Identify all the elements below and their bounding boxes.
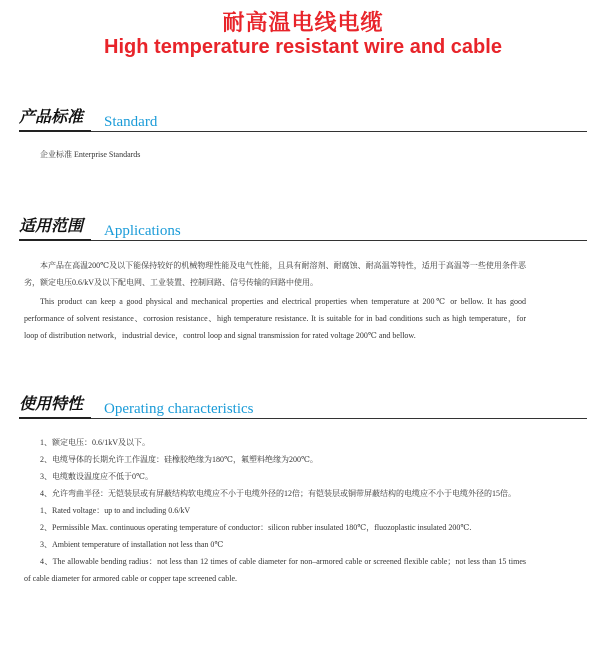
applications-heading-cn: 适用范围 <box>19 216 84 235</box>
operating-item-cn: 4、允许弯曲半径：无铠装层或有屏蔽结构软电缆应不小于电缆外径的12倍；有铠装层或铜带屏蔽结构的电缆应不小于电缆外径的15倍。 <box>40 489 516 498</box>
heading-rule-thin <box>91 240 587 241</box>
operating-item-cn: 2、电缆导体的长期允许工作温度：硅橡胶绝缘为180℃，氟塑料绝缘为200℃。 <box>40 455 318 464</box>
operating-heading-en: Operating characteristics <box>104 401 254 417</box>
operating-item-en: 1、Rated voltage：up to and including 0.6/kV <box>40 506 191 515</box>
page-title-english: High temperature resistant wire and cable <box>104 36 502 58</box>
applications-heading-en: Applications <box>104 223 181 239</box>
standard-paragraph: 企业标准 Enterprise Standards <box>40 150 141 159</box>
applications-paragraph-en: This product can keep a good physical and mechanical properties and electrical properties when temperature at 200℃ or bellow. It has good performance of solvent resistance、corrosion resistance、high temperature resistance. It is suitable for in bad conditions such as high temperature，for loop of distribution network，industrial device，control loop and signal transmission for rated voltage 200℃ and bellow. <box>24 297 526 340</box>
heading-rule-thick <box>19 239 91 241</box>
operating-item-en: 3、Ambient temperature of installation not less than 0℃ <box>40 540 224 549</box>
heading-rule-thick <box>19 130 91 132</box>
applications-text <box>24 257 526 344</box>
page-title-chinese: 耐高温电线电缆 <box>222 11 384 36</box>
operating-text <box>24 434 526 587</box>
standard-heading-en: Standard <box>104 114 158 130</box>
operating-item-cn: 3、电缆敷设温度应不低于0℃。 <box>40 472 153 481</box>
standard-heading-cn: 产品标准 <box>19 107 84 126</box>
operating-item-en: 4、The allowable bending radius：not less than 12 times of cable diameter for non–armored cable or screened flexible cable；not less than 15 times of cable diameter for armored cable or copper tape screened cable. <box>24 557 526 583</box>
standard-text <box>24 146 526 163</box>
operating-item-en: 2、Permissible Max. continuous operating temperature of conductor：silicon rubber insulated 180℃，fluozoplastic insulated 200℃. <box>40 523 472 532</box>
operating-heading-cn: 使用特性 <box>19 394 84 413</box>
heading-rule-thin <box>91 418 587 419</box>
operating-item-cn: 1、额定电压：0.6/1kV及以下。 <box>40 438 150 447</box>
heading-rule-thin <box>91 131 587 132</box>
applications-paragraph-cn: 本产品在高温200℃及以下能保持较好的机械物理性能及电气性能，且具有耐溶剂、耐腐蚀、耐高温等特性，适用于高温等一些使用条件恶劣，额定电压0.6/kV及以下配电网、工业装置、控制回路、信号传输的回路中使用。 <box>24 261 526 287</box>
heading-rule-thick <box>19 417 91 419</box>
